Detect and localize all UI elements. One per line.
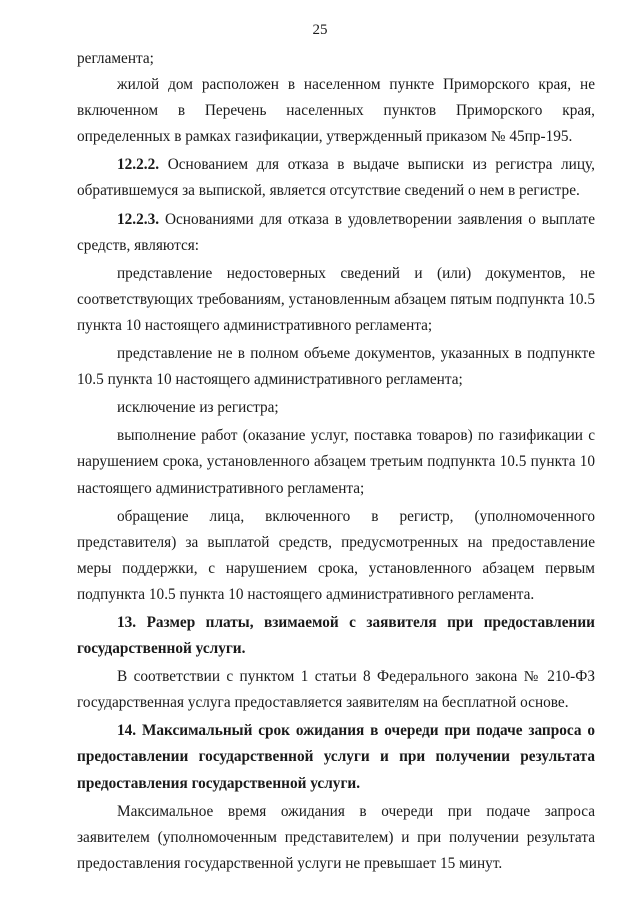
section-heading-14: 14. Максимальный срок ожидания в очереди при подаче запроса о предоставлении государственной услуги и при получении результата предоставления государственной услуги. — [77, 722, 595, 792]
clause-12-2-3 — [77, 207, 595, 259]
clause-number: 12.2.3. — [117, 210, 160, 228]
paragraph-work-deadline-violation: выполнение работ (оказание услуг, поставка товаров) по газификации с нарушением срока, установленного абзацем третьим подпункта 10.5 пункта 10 настоящего административного регламента; — [77, 427, 595, 497]
clause-number: 12.2.2. — [117, 156, 160, 174]
clause-text: Основаниями для отказа в удовлетворении заявления о выплате средств, являются: — [77, 210, 595, 254]
clause-text: Основанием для отказа в выдаче выписки из регистра лицу, обратившемуся за выпиской, является отсутствие сведений о нем в регистре. — [77, 156, 595, 200]
paragraph-waiting-time: Максимальное время ожидания в очереди при подаче запроса заявителем (уполномоченным представителем) и при получении результата предоставления государственной услуги не превышает 15 минут. — [77, 802, 595, 872]
paragraph-false-documents: представление недостоверных сведений и (или) документов, не соответствующих требованиям, установленным абзацем пятым подпункта 10.5 пункта 10 настоящего административного регламента; — [77, 264, 595, 334]
paragraph-register-exclusion: исключение из регистра; — [117, 399, 279, 417]
paragraph-incomplete-documents: представление не в полном объеме документов, указанных в подпункте 10.5 пункта 10 настоящего административного регламента; — [77, 345, 595, 389]
clause-12-2-2 — [77, 152, 595, 204]
paragraph-fee: В соответствии с пунктом 1 статьи 8 Федерального закона № 210-ФЗ государственная услуга предоставляется заявителям на бесплатной основе. — [77, 668, 595, 712]
paragraph-payment-deadline-violation: обращение лица, включенного в регистр, (уполномоченного представителя) за выплатой средств, предусмотренных на предоставление меры поддержки, с нарушением срока, установленного абзацем первым подпункта 10.5 пункта 10 настоящего административного регламента. — [77, 507, 595, 603]
page-number: 25 — [312, 22, 328, 38]
section-heading-13: 13. Размер платы, взимаемой с заявителя при предоставлении государственной услуги. — [77, 613, 595, 658]
paragraph-continuation: регламента; — [77, 50, 154, 67]
paragraph-housing-condition: жилой дом расположен в населенном пункте Приморского края, не включенном в Перечень населенных пунктов Приморского края, определенных в рамках газификации, утвержденный приказом № 45пр-195. — [77, 76, 595, 146]
document-body — [77, 46, 595, 877]
